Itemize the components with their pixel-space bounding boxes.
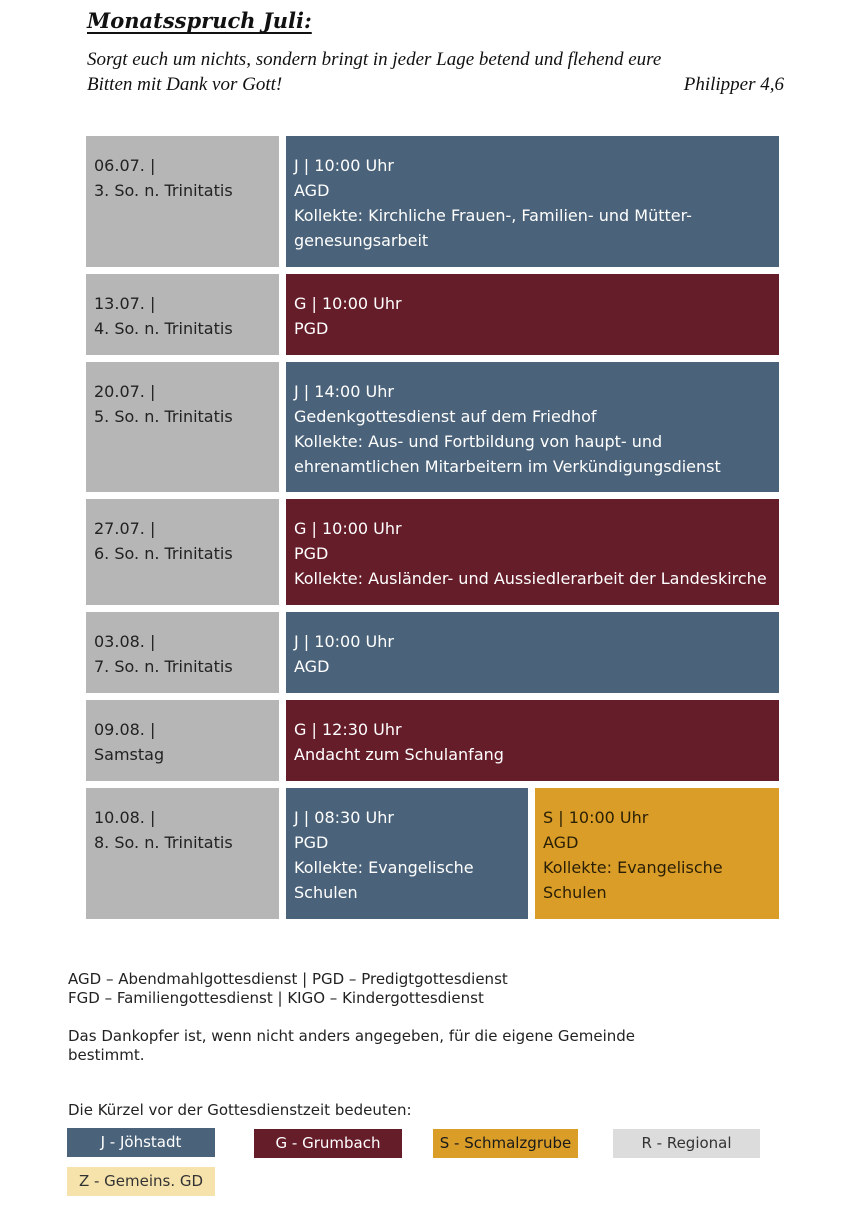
event-type: Gedenkgottesdienst auf dem Friedhof bbox=[294, 407, 597, 426]
schedule-date-cell bbox=[86, 274, 279, 355]
event-time: G | 12:30 Uhr bbox=[294, 720, 402, 739]
event-collection: Kollekte: Kirchliche Frauen-, Familien- und Mütter-genesungsarbeit bbox=[294, 206, 692, 250]
schedule-date-cell bbox=[86, 362, 279, 492]
day-text: 4. So. n. Trinitatis bbox=[94, 319, 233, 338]
date-text: 06.07. | bbox=[94, 156, 156, 175]
abbreviation-list bbox=[68, 970, 508, 1008]
event-time: G | 10:00 Uhr bbox=[294, 519, 402, 538]
service-event bbox=[286, 499, 779, 605]
date-text: 27.07. | bbox=[94, 519, 156, 538]
day-text: 7. So. n. Trinitatis bbox=[94, 657, 233, 676]
schedule-date-cell bbox=[86, 612, 279, 693]
service-event bbox=[286, 612, 779, 693]
event-time: S | 10:00 Uhr bbox=[543, 808, 649, 827]
event-collection: Kollekte: Ausländer- und Aussiedlerarbeit der Landeskirche bbox=[294, 569, 767, 588]
service-event bbox=[286, 362, 779, 492]
event-collection: Kollekte: Aus- und Fortbildung von haupt- und ehrenamtlichen Mitarbeitern im Verkündigungsdienst bbox=[294, 432, 721, 476]
verse-line-1: Sorgt euch um nichts, sondern bringt in jeder Lage betend und flehend eure bbox=[87, 49, 662, 70]
event-type: PGD bbox=[294, 833, 329, 852]
day-text: 6. So. n. Trinitatis bbox=[94, 544, 233, 563]
schedule-date-cell bbox=[86, 788, 279, 919]
date-text: 10.08. | bbox=[94, 808, 156, 827]
schedule-date-cell bbox=[86, 136, 279, 267]
day-text: 5. So. n. Trinitatis bbox=[94, 407, 233, 426]
date-text: 09.08. | bbox=[94, 720, 156, 739]
legend-key-regional: R - Regional bbox=[613, 1129, 760, 1158]
service-event bbox=[286, 788, 528, 919]
event-time: J | 14:00 Uhr bbox=[294, 382, 394, 401]
service-event bbox=[286, 136, 779, 267]
service-event bbox=[286, 700, 779, 781]
monthly-verse bbox=[87, 47, 784, 97]
motto-title: Monatsspruch Juli: bbox=[87, 8, 312, 33]
event-type: AGD bbox=[543, 833, 579, 852]
legend-key-grumbach: G - Grumbach bbox=[254, 1129, 402, 1158]
event-collection: Kollekte: Evangelische Schulen bbox=[294, 858, 474, 902]
schedule-date-cell bbox=[86, 700, 279, 781]
event-type: AGD bbox=[294, 181, 330, 200]
event-time: J | 08:30 Uhr bbox=[294, 808, 394, 827]
schedule-date-cell bbox=[86, 499, 279, 605]
legend-key-schmalzgrube: S - Schmalzgrube bbox=[433, 1129, 578, 1158]
abbreviation-line-1: AGD – Abendmahlgottesdienst | PGD – Predigtgottesdienst bbox=[68, 970, 508, 988]
legend-heading: Die Kürzel vor der Gottesdienstzeit bedeuten: bbox=[68, 1101, 412, 1119]
legend-key-joehstadt: J - Jöhstadt bbox=[67, 1128, 215, 1157]
date-text: 20.07. | bbox=[94, 382, 156, 401]
verse-reference: Philipper 4,6 bbox=[683, 74, 784, 95]
day-text: Samstag bbox=[94, 745, 165, 764]
day-text: 8. So. n. Trinitatis bbox=[94, 833, 233, 852]
event-type: PGD bbox=[294, 319, 329, 338]
event-type: Andacht zum Schulanfang bbox=[294, 745, 504, 764]
date-text: 13.07. | bbox=[94, 294, 156, 313]
date-text: 03.08. | bbox=[94, 632, 156, 651]
event-time: J | 10:00 Uhr bbox=[294, 156, 394, 175]
day-text: 3. So. n. Trinitatis bbox=[94, 181, 233, 200]
service-event bbox=[535, 788, 779, 919]
abbreviation-line-2: FGD – Familiengottesdienst | KIGO – Kindergottesdienst bbox=[68, 989, 484, 1007]
event-time: J | 10:00 Uhr bbox=[294, 632, 394, 651]
service-event bbox=[286, 274, 779, 355]
event-type: PGD bbox=[294, 544, 329, 563]
event-time: G | 10:00 Uhr bbox=[294, 294, 402, 313]
event-type: AGD bbox=[294, 657, 330, 676]
event-collection: Kollekte: Evangelische Schulen bbox=[543, 858, 723, 902]
verse-line-2: Bitten mit Dank vor Gott! bbox=[87, 74, 283, 95]
offering-note: Das Dankopfer ist, wenn nicht anders angegeben, für die eigene Gemeinde bestimmt. bbox=[68, 1027, 635, 1064]
legend-key-gemeinsam: Z - Gemeins. GD bbox=[67, 1167, 215, 1196]
